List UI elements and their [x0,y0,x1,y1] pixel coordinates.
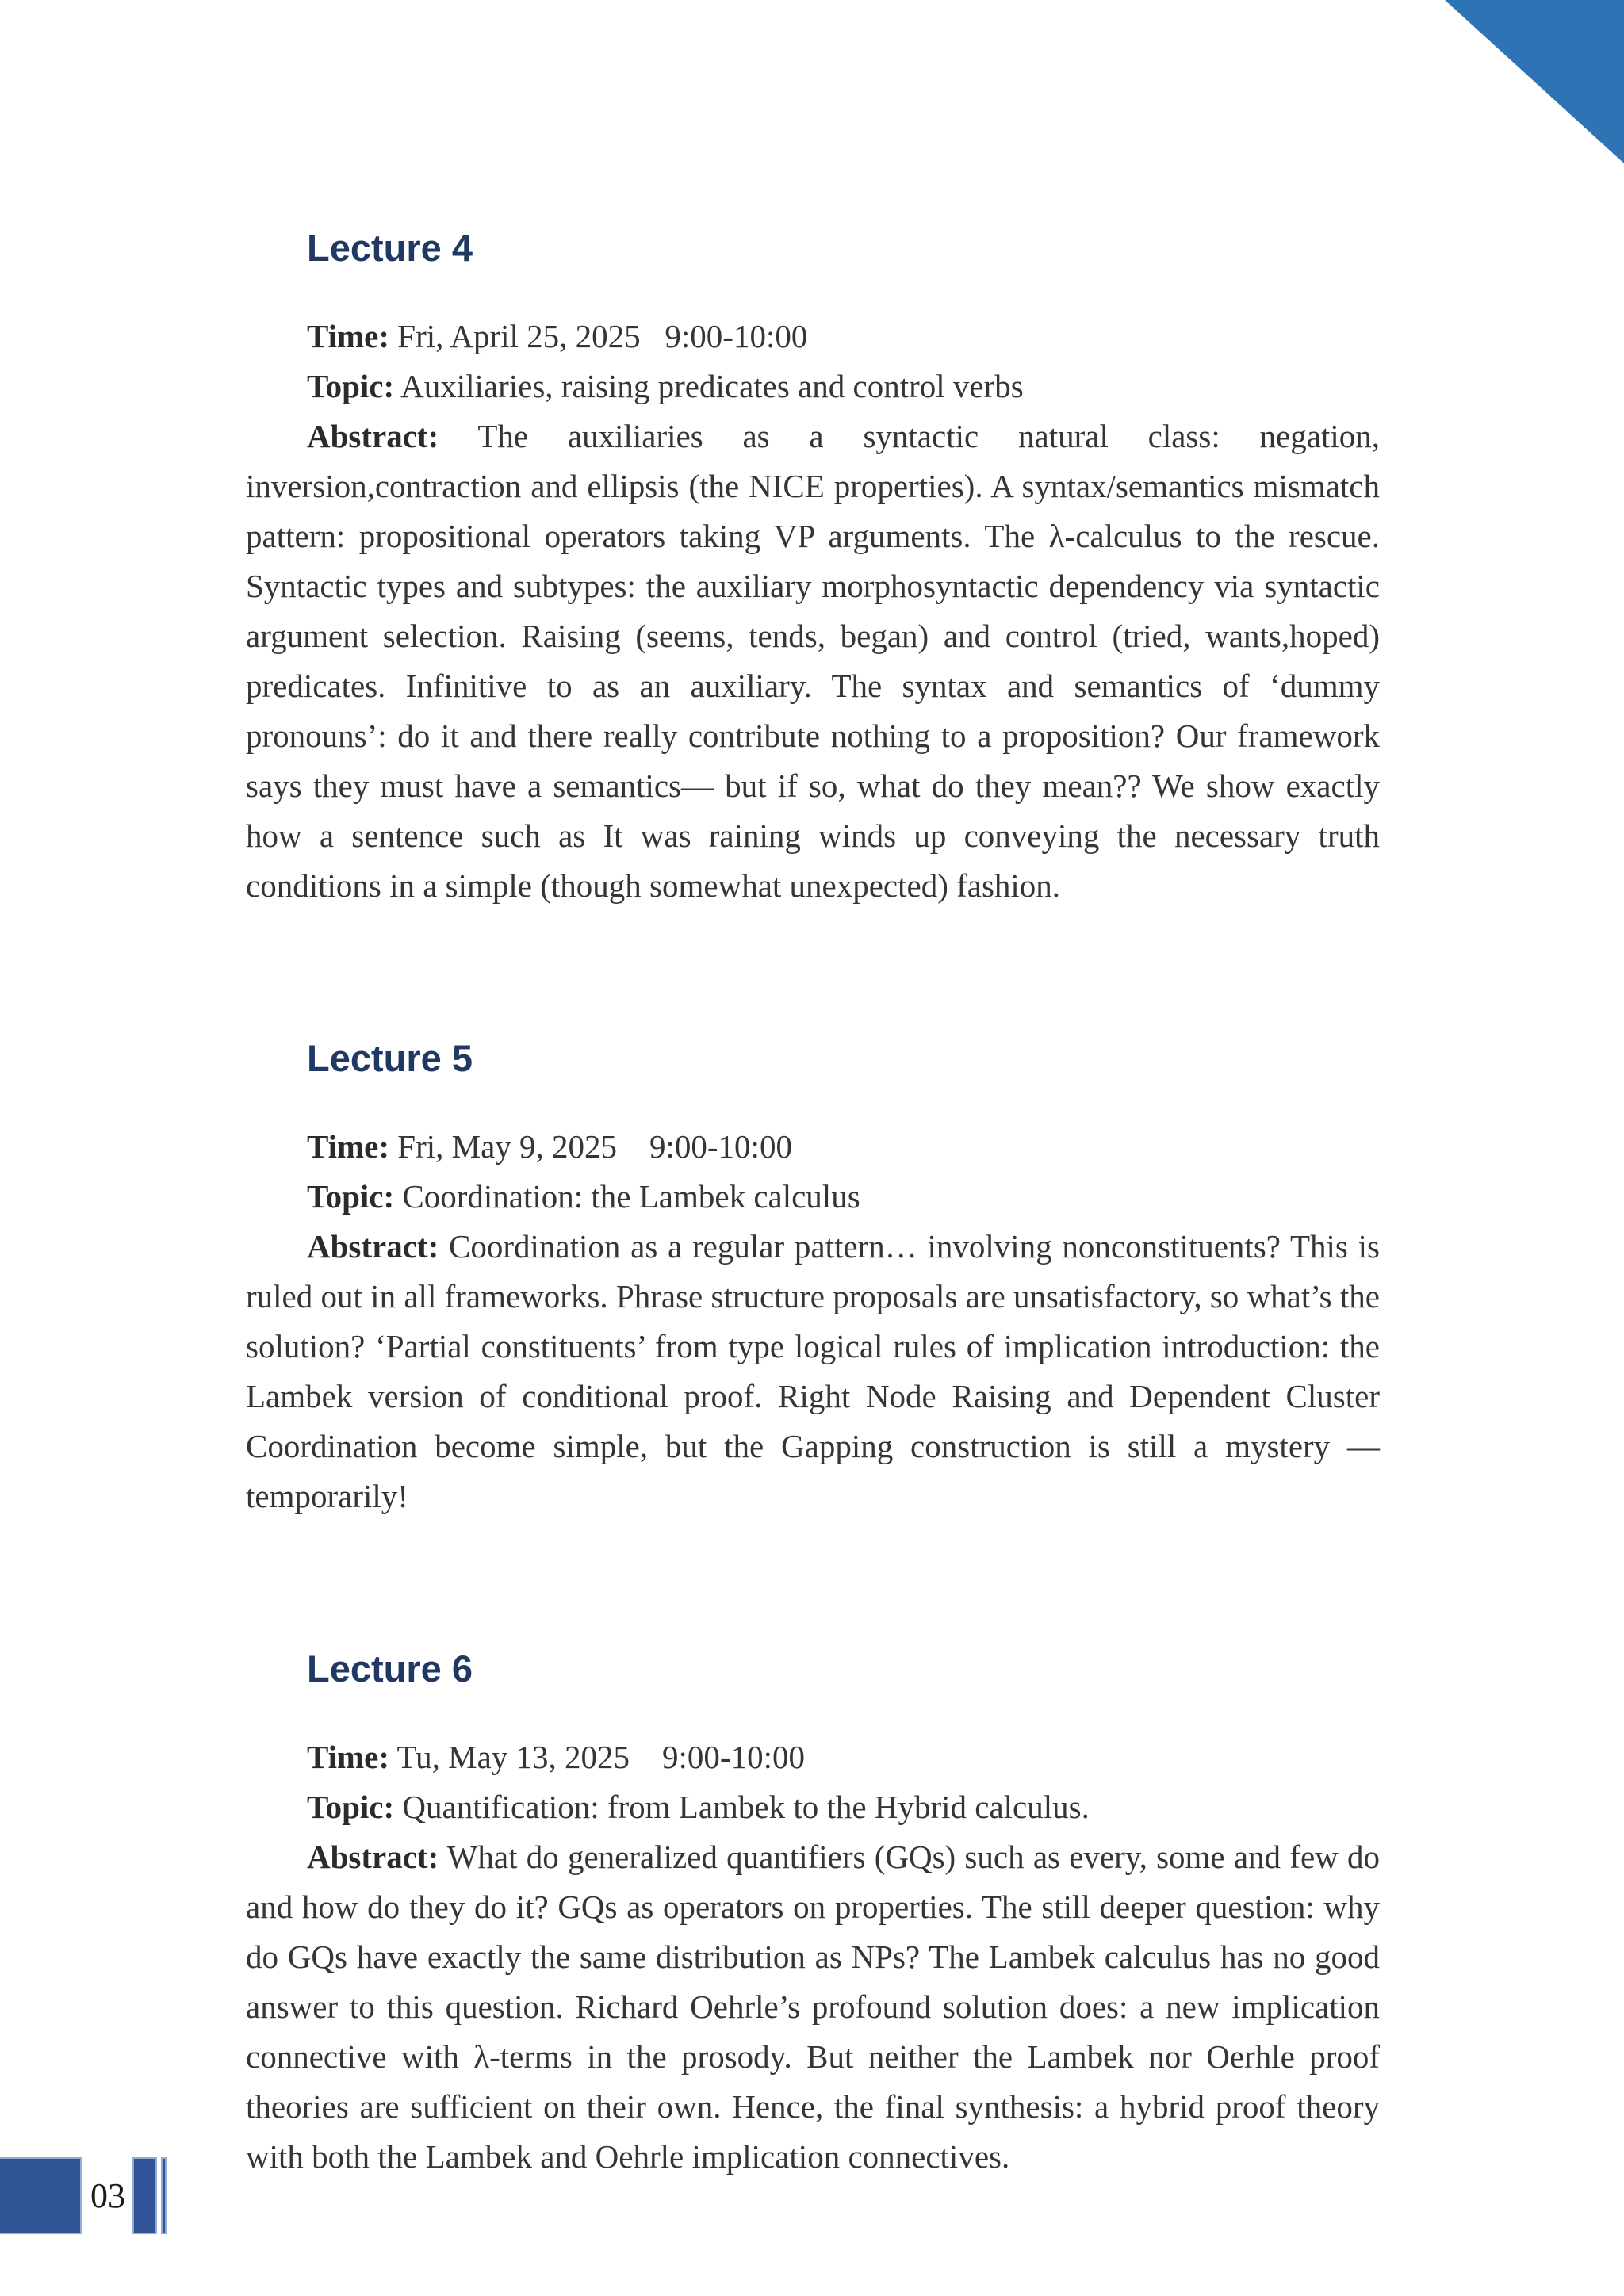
lecture-title: Lecture 4 [307,227,473,269]
page-footer [0,2157,167,2234]
lecture-time-line [246,1732,1380,1782]
topic-label: Topic: [307,1789,395,1825]
corner-accent-triangle [1445,0,1624,163]
page-number: 03 [90,2175,125,2215]
footer-accent-bar-thin [161,2157,167,2234]
lecture-topic-line [246,362,1380,411]
lecture-section-4 [246,226,1380,911]
lecture-list [246,0,1380,2182]
abstract-label: Abstract: [307,1228,439,1265]
time-label: Time: [307,1739,390,1775]
footer-accent-square [0,2157,82,2234]
lecture-topic-line [246,1782,1380,1832]
lecture-section-5 [246,1036,1380,1521]
abstract-text: Coordination as a regular pattern… involving nonconstituents? This is ruled out in all frameworks. Phrase structure proposals are unsatisfactory, so what’s the solution? ‘Partial constituents’ from type logical rules of implication introduction: the Lambek version of conditional proof. Right Node Raising and Dependent Cluster Coordination become simple, but the Gapping construction is still a mystery — temporarily! [246,1228,1380,1514]
topic-value: Quantification: from Lambek to the Hybrid calculus. [394,1789,1090,1825]
lecture-section-6 [246,1647,1380,2182]
topic-label: Topic: [307,1178,395,1215]
topic-label: Topic: [307,368,395,404]
abstract-text: What do generalized quantifiers (GQs) such as every, some and few do and how do they do it? GQs as operators on properties. The still deeper question: why do GQs have exactly the same distribution as NPs? The Lambek calculus has no good answer to this question. Richard Oehrle’s profound solution does: a new implication connective with λ-terms in the prosody. But neither the Lambek nor Oerhle proof theories are sufficient on their own. Hence, the final synthesis: a hybrid proof theory with both the Lambek and Oehrle implication connectives. [246,1839,1380,2175]
lecture-title: Lecture 6 [307,1647,473,1689]
lecture-abstract [246,411,1380,911]
abstract-label: Abstract: [307,418,439,454]
time-label: Time: [307,318,390,354]
lecture-time-line [246,1122,1380,1172]
topic-value: Auxiliaries, raising predicates and control verbs [394,368,1024,404]
time-value: Fri, May 9, 2025 9:00-10:00 [389,1128,792,1165]
lecture-time-line [246,312,1380,362]
abstract-label: Abstract: [307,1839,439,1875]
lecture-topic-line [246,1172,1380,1222]
time-value: Tu, May 13, 2025 9:00-10:00 [389,1739,805,1775]
abstract-text: The auxiliaries as a syntactic natural class: negation, inversion,contraction and ellipsis (the NICE properties). A syntax/semantics mismatch pattern: propositional operators taking VP arguments. The λ-calculus to the rescue. Syntactic types and subtypes: the auxiliary morphosyntactic dependency via syntactic argument selection. Raising (seems, tends, began) and control (tried, wants,hoped) predicates. Infinitive to as an auxiliary. The syntax and semantics of ‘dummy pronouns’: do it and there really contribute nothing to a proposition? Our framework says they must have a semantics— but if so, what do they mean?? We show exactly how a sentence such as It was raining winds up conveying the necessary truth conditions in a simple (though somewhat unexpected) fashion. [246,418,1380,904]
time-value: Fri, April 25, 2025 9:00-10:00 [389,318,808,354]
lecture-title: Lecture 5 [307,1037,473,1079]
lecture-abstract [246,1832,1380,2182]
topic-value: Coordination: the Lambek calculus [394,1178,860,1215]
footer-accent-bar-thick [132,2157,157,2234]
lecture-abstract [246,1222,1380,1521]
time-label: Time: [307,1128,390,1165]
